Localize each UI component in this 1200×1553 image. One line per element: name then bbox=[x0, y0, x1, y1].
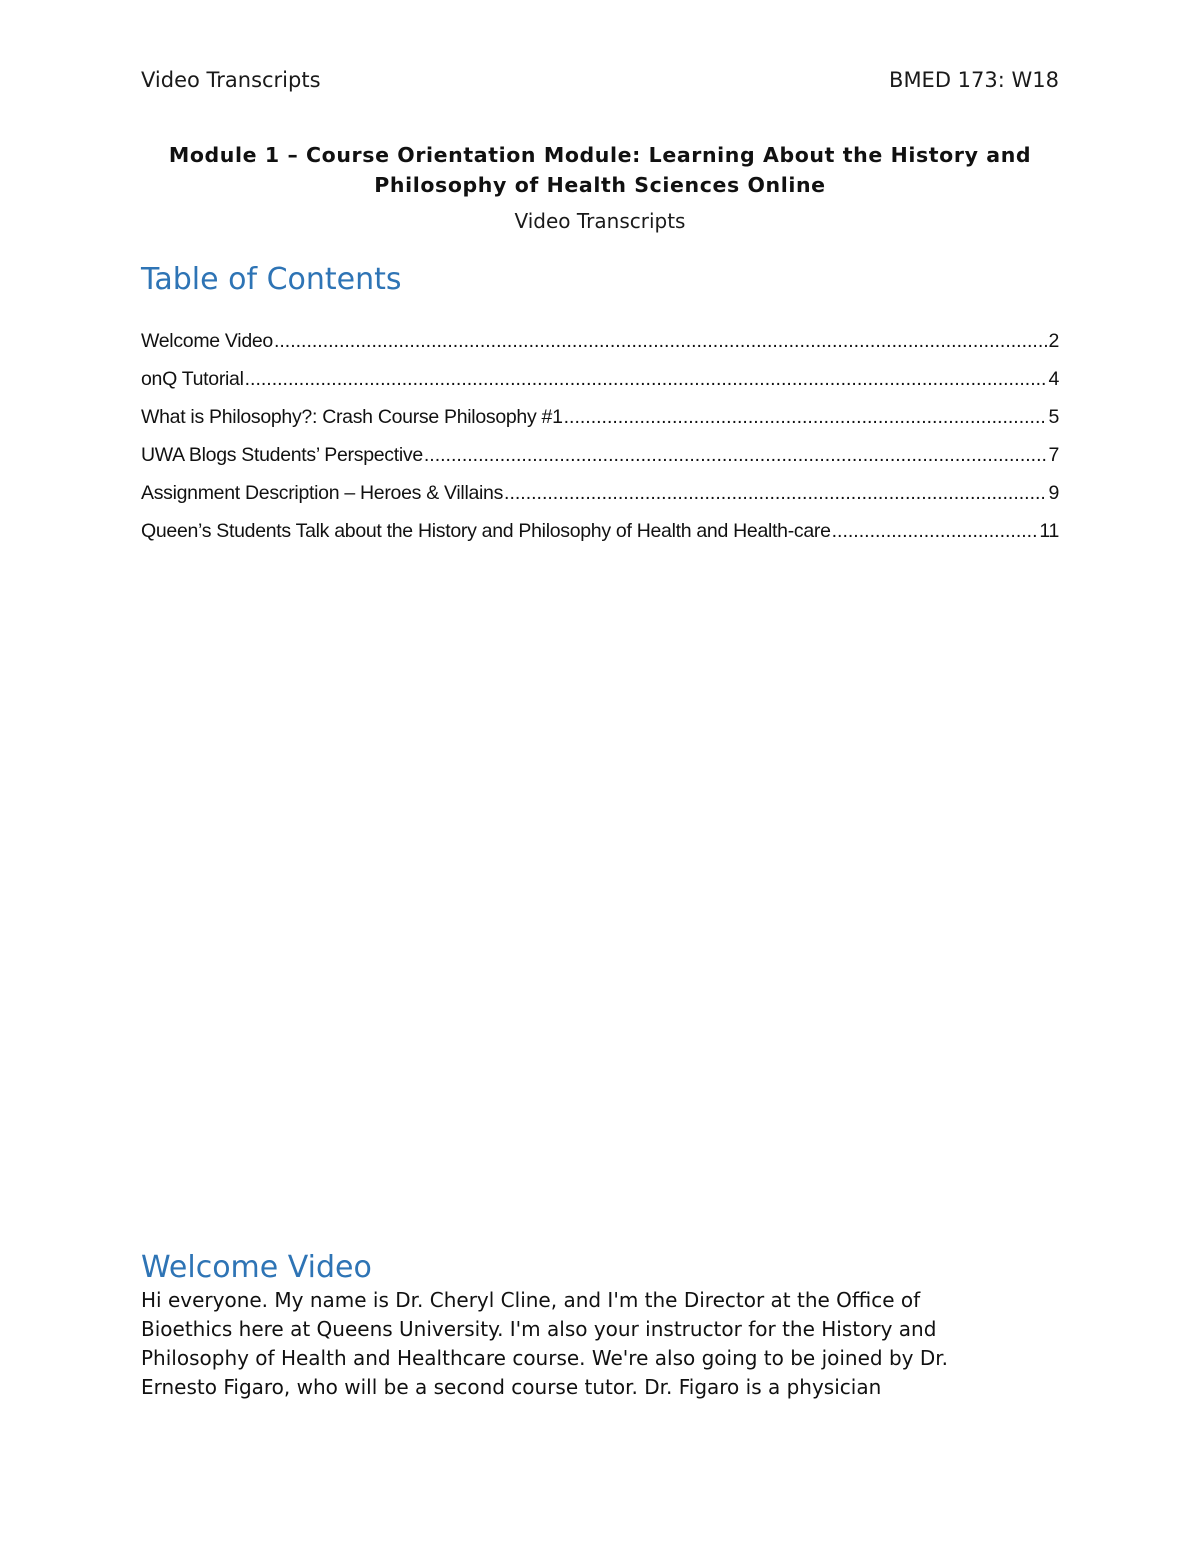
toc-entry-assignment-description[interactable] bbox=[141, 482, 1059, 520]
toc-entry-label: onQ Tutorial bbox=[141, 368, 244, 390]
toc-entry-onq-tutorial[interactable] bbox=[141, 368, 1059, 406]
running-header bbox=[141, 68, 1059, 92]
document-title bbox=[141, 140, 1059, 200]
section-body-text bbox=[141, 1286, 1059, 1402]
toc-entry-label: Assignment Description – Heroes & Villains bbox=[141, 482, 504, 504]
body-text-line: Hi everyone. My name is Dr. Cheryl Cline, and I'm the Director at the Office of bbox=[141, 1288, 921, 1312]
body-text-line: Philosophy of Health and Healthcare course. We're also going to be joined by Dr. bbox=[141, 1346, 949, 1370]
toc-entry-what-is-philosophy[interactable] bbox=[141, 406, 1059, 444]
toc-dot-leader bbox=[245, 368, 1048, 391]
toc-entry-label: Queen’s Students Talk about the History and Philosophy of Health and Health-care bbox=[141, 520, 831, 542]
toc-entry-page-number: 5 bbox=[1048, 406, 1059, 428]
toc-entry-label: Welcome Video bbox=[141, 330, 273, 352]
toc-entry-page-number: 2 bbox=[1048, 330, 1059, 352]
toc-dot-leader bbox=[274, 330, 1048, 353]
document-title-line-1: Module 1 – Course Orientation Module: Learning About the History and bbox=[168, 143, 1032, 167]
toc-entry-page-number: 4 bbox=[1048, 368, 1059, 390]
toc-entry-uwa-blogs[interactable] bbox=[141, 444, 1059, 482]
toc-entry-welcome-video[interactable] bbox=[141, 330, 1059, 368]
toc-entry-label: UWA Blogs Students’ Perspective bbox=[141, 444, 423, 466]
document-title-line-2: Philosophy of Health Sciences Online bbox=[374, 173, 826, 197]
toc-entry-page-number: 11 bbox=[1039, 520, 1059, 542]
toc-entry-queens-students[interactable] bbox=[141, 520, 1059, 558]
toc-heading: Table of Contents bbox=[141, 262, 402, 297]
toc-dot-leader bbox=[832, 520, 1039, 543]
body-text-line: Bioethics here at Queens University. I'm also your instructor for the History and bbox=[141, 1317, 937, 1341]
toc-entry-label: What is Philosophy?: Crash Course Philosophy #1 bbox=[141, 406, 563, 428]
section-heading-welcome-video: Welcome Video bbox=[141, 1250, 372, 1285]
header-left-text: Video Transcripts bbox=[141, 68, 321, 92]
body-text-line: Ernesto Figaro, who will be a second course tutor. Dr. Figaro is a physician bbox=[141, 1375, 882, 1399]
document-subtitle: Video Transcripts bbox=[514, 209, 686, 233]
toc-dot-leader bbox=[504, 482, 1047, 505]
toc-entry-page-number: 9 bbox=[1048, 482, 1059, 504]
toc-entry-page-number: 7 bbox=[1048, 444, 1059, 466]
toc-dot-leader bbox=[564, 406, 1048, 429]
table-of-contents bbox=[141, 330, 1059, 558]
toc-dot-leader bbox=[424, 444, 1048, 467]
header-right-text: BMED 173: W18 bbox=[889, 68, 1059, 92]
